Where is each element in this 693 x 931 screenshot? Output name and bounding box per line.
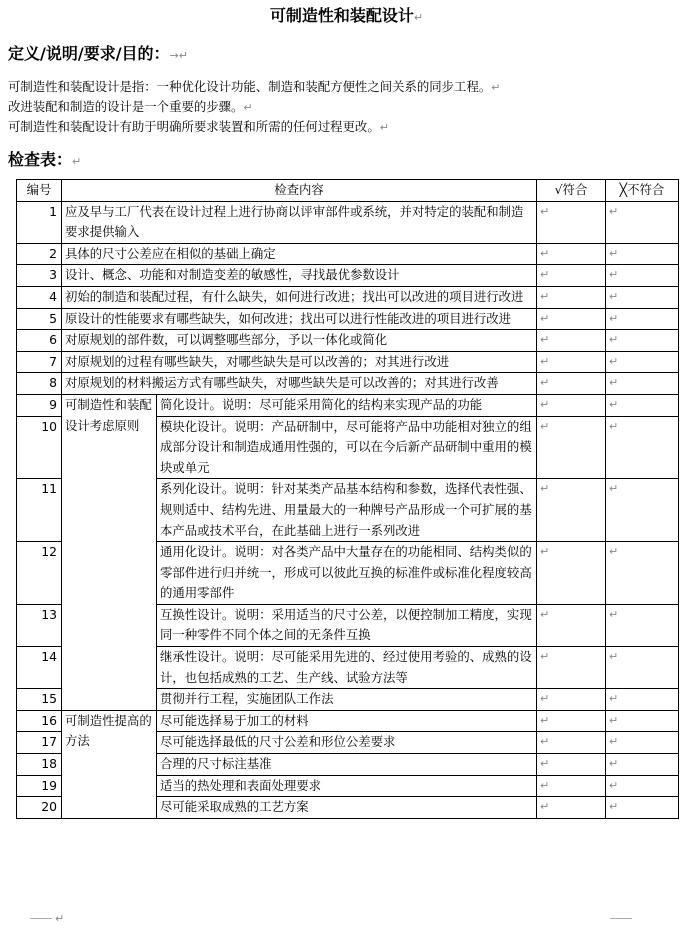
table-body xyxy=(17,201,679,818)
table-row xyxy=(17,351,679,373)
row-number: 11 xyxy=(17,479,62,542)
pass-cell: ↵ xyxy=(537,604,606,646)
pass-cell: ↵ xyxy=(537,243,606,265)
row-content: 对原规划的部件数，可以调整哪些部分，予以一体化或简化 xyxy=(62,330,537,352)
pass-cell: ↵ xyxy=(537,308,606,330)
paragraph-mark-icon: ↵ xyxy=(72,155,82,168)
table-row xyxy=(17,710,679,732)
row-number: 14 xyxy=(17,647,62,689)
trailing-paragraph-mark: ↵ xyxy=(55,912,65,925)
section-heading-checklist xyxy=(8,150,81,172)
page-corner-mark xyxy=(30,918,52,927)
fail-cell: ↵ xyxy=(606,265,679,287)
fail-cell: ↵ xyxy=(606,286,679,308)
row-number: 20 xyxy=(17,797,62,819)
row-number: 7 xyxy=(17,351,62,373)
header-number: 编号 xyxy=(17,180,62,202)
pass-cell: ↵ xyxy=(537,286,606,308)
pass-cell: ↵ xyxy=(537,416,606,479)
row-content: 系列化设计。说明：针对某类产品基本结构和参数，选择代表性强、规则适中、结构先进、用量最大的一种牌号产品形成一个可扩展的基本产品或技术平台，在此基础上进行一系列改进 xyxy=(157,479,537,542)
table-row xyxy=(17,243,679,265)
row-number: 3 xyxy=(17,265,62,287)
row-number: 8 xyxy=(17,373,62,395)
pass-cell: ↵ xyxy=(537,373,606,395)
row-number: 17 xyxy=(17,732,62,754)
row-number: 13 xyxy=(17,604,62,646)
table-row xyxy=(17,201,679,243)
row-number: 6 xyxy=(17,330,62,352)
row-content: 继承性设计。说明：尽可能采用先进的、经过使用考验的、成熟的设计，也包括成熟的工艺、生产线、试验方法等 xyxy=(157,647,537,689)
row-content: 具体的尺寸公差应在相似的基础上确定 xyxy=(62,243,537,265)
fail-cell: ↵ xyxy=(606,330,679,352)
paragraph-mark-icon: ↵ xyxy=(243,101,253,114)
document-title xyxy=(0,6,693,28)
pass-cell: ↵ xyxy=(537,647,606,689)
pass-cell: ↵ xyxy=(537,732,606,754)
checklist-table xyxy=(16,179,679,819)
fail-cell: ↵ xyxy=(606,243,679,265)
fail-cell: ↵ xyxy=(606,689,679,711)
fail-cell: ↵ xyxy=(606,416,679,479)
fail-cell: ↵ xyxy=(606,775,679,797)
row-content: 原设计的性能要求有哪些缺失，如何改进；找出可以进行性能改进的项目进行改进 xyxy=(62,308,537,330)
pass-cell: ↵ xyxy=(537,351,606,373)
definition-line-1 xyxy=(8,77,500,98)
title-text: 可制造性和装配设计 xyxy=(269,6,414,25)
pass-cell: ↵ xyxy=(537,710,606,732)
table-row xyxy=(17,265,679,287)
table-row xyxy=(17,373,679,395)
definition-line-3 xyxy=(8,117,389,138)
row-content: 适当的热处理和表面处理要求 xyxy=(157,775,537,797)
pass-cell: ↵ xyxy=(537,775,606,797)
table-row xyxy=(17,308,679,330)
row-number: 18 xyxy=(17,754,62,776)
row-content: 对原规划的过程有哪些缺失，对哪些缺失是可以改善的；对其进行改进 xyxy=(62,351,537,373)
row-content: 对原规划的材料搬运方式有哪些缺失，对哪些缺失是可以改善的；对其进行改善 xyxy=(62,373,537,395)
fail-cell: ↵ xyxy=(606,710,679,732)
fail-cell: ↵ xyxy=(606,373,679,395)
fail-cell: ↵ xyxy=(606,479,679,542)
pass-cell: ↵ xyxy=(537,797,606,819)
row-content: 互换性设计。说明：采用适当的尺寸公差，以便控制加工精度，实现同一种零件不同个体之间的无条件互换 xyxy=(157,604,537,646)
fail-cell: ↵ xyxy=(606,542,679,605)
row-content: 设计、概念、功能和对制造变差的敏感性，寻找最优参数设计 xyxy=(62,265,537,287)
pass-cell: ↵ xyxy=(537,754,606,776)
line-text: 可制造性和装配设计是指：一种优化设计功能、制造和装配方便性之间关系的同步工程。 xyxy=(8,79,492,94)
row-content: 尽可能选择最低的尺寸公差和形位公差要求 xyxy=(157,732,537,754)
fail-cell: ↵ xyxy=(606,754,679,776)
pass-cell: ↵ xyxy=(537,689,606,711)
header-pass: √符合 xyxy=(537,180,606,202)
table-header-row xyxy=(17,180,679,202)
row-content: 尽可能选择易于加工的材料 xyxy=(157,710,537,732)
table-row xyxy=(17,394,679,416)
group1-label: 可制造性和装配设计考虑原则 xyxy=(62,394,157,710)
fail-cell: ↵ xyxy=(606,201,679,243)
pass-cell: ↵ xyxy=(537,265,606,287)
fail-cell: ↵ xyxy=(606,604,679,646)
table-row xyxy=(17,330,679,352)
row-content: 贯彻并行工程，实施团队工作法 xyxy=(157,689,537,711)
definition-line-2 xyxy=(8,97,253,118)
pass-cell: ↵ xyxy=(537,479,606,542)
row-number: 2 xyxy=(17,243,62,265)
row-number: 1 xyxy=(17,201,62,243)
row-content: 应及早与工厂代表在设计过程上进行协商以评审部件或系统，并对特定的装配和制造要求提供输入 xyxy=(62,201,537,243)
row-number: 10 xyxy=(17,416,62,479)
line-text: 改进装配和制造的设计是一个重要的步骤。 xyxy=(8,99,244,114)
row-number: 12 xyxy=(17,542,62,605)
table-row xyxy=(17,286,679,308)
row-number: 5 xyxy=(17,308,62,330)
fail-cell: ↵ xyxy=(606,797,679,819)
row-content: 初始的制造和装配过程，有什么缺失，如何进行改进；找出可以改进的项目进行改进 xyxy=(62,286,537,308)
pass-cell: ↵ xyxy=(537,542,606,605)
fail-cell: ↵ xyxy=(606,647,679,689)
row-content: 通用化设计。说明：对各类产品中大量存在的功能相同、结构类似的零部件进行归并统一，形成可以彼此互换的标准件或标准化程度较高的通用零部件 xyxy=(157,542,537,605)
paragraph-mark-icon: ↵ xyxy=(491,81,501,94)
pass-cell: ↵ xyxy=(537,330,606,352)
line-text: 可制造性和装配设计有助于明确所要求装置和所需的任何过程更改。 xyxy=(8,119,380,134)
row-content: 合理的尺寸标注基准 xyxy=(157,754,537,776)
row-number: 15 xyxy=(17,689,62,711)
heading-text: 定义/说明/要求/目的： xyxy=(8,44,170,63)
fail-cell: ↵ xyxy=(606,394,679,416)
row-content: 模块化设计。说明：产品研制中，尽可能将产品中功能相对独立的组成部分设计和制造成通用性强的，可以在今后新产品研制中重用的模块或单元 xyxy=(157,416,537,479)
header-fail: ╳不符合 xyxy=(606,180,679,202)
row-number: 19 xyxy=(17,775,62,797)
row-content: 尽可能采取成熟的工艺方案 xyxy=(157,797,537,819)
page-corner-mark xyxy=(610,918,632,927)
heading-text: 检查表： xyxy=(8,150,73,169)
paragraph-mark-icon: ↵ xyxy=(379,121,389,134)
fail-cell: ↵ xyxy=(606,732,679,754)
fail-cell: ↵ xyxy=(606,308,679,330)
pass-cell: ↵ xyxy=(537,394,606,416)
section-heading-definition xyxy=(8,44,188,66)
paragraph-mark-icon: ↵ xyxy=(413,11,424,24)
row-number: 9 xyxy=(17,394,62,416)
pass-cell: ↵ xyxy=(537,201,606,243)
row-number: 4 xyxy=(17,286,62,308)
tab-mark-icon: → xyxy=(169,49,179,62)
fail-cell: ↵ xyxy=(606,351,679,373)
paragraph-mark-icon: ↵ xyxy=(178,49,188,62)
row-number: 16 xyxy=(17,710,62,732)
group2-label: 可制造性提高的方法 xyxy=(62,710,157,818)
row-content: 简化设计。说明：尽可能采用简化的结构来实现产品的功能 xyxy=(157,394,537,416)
header-content: 检查内容 xyxy=(62,180,537,202)
